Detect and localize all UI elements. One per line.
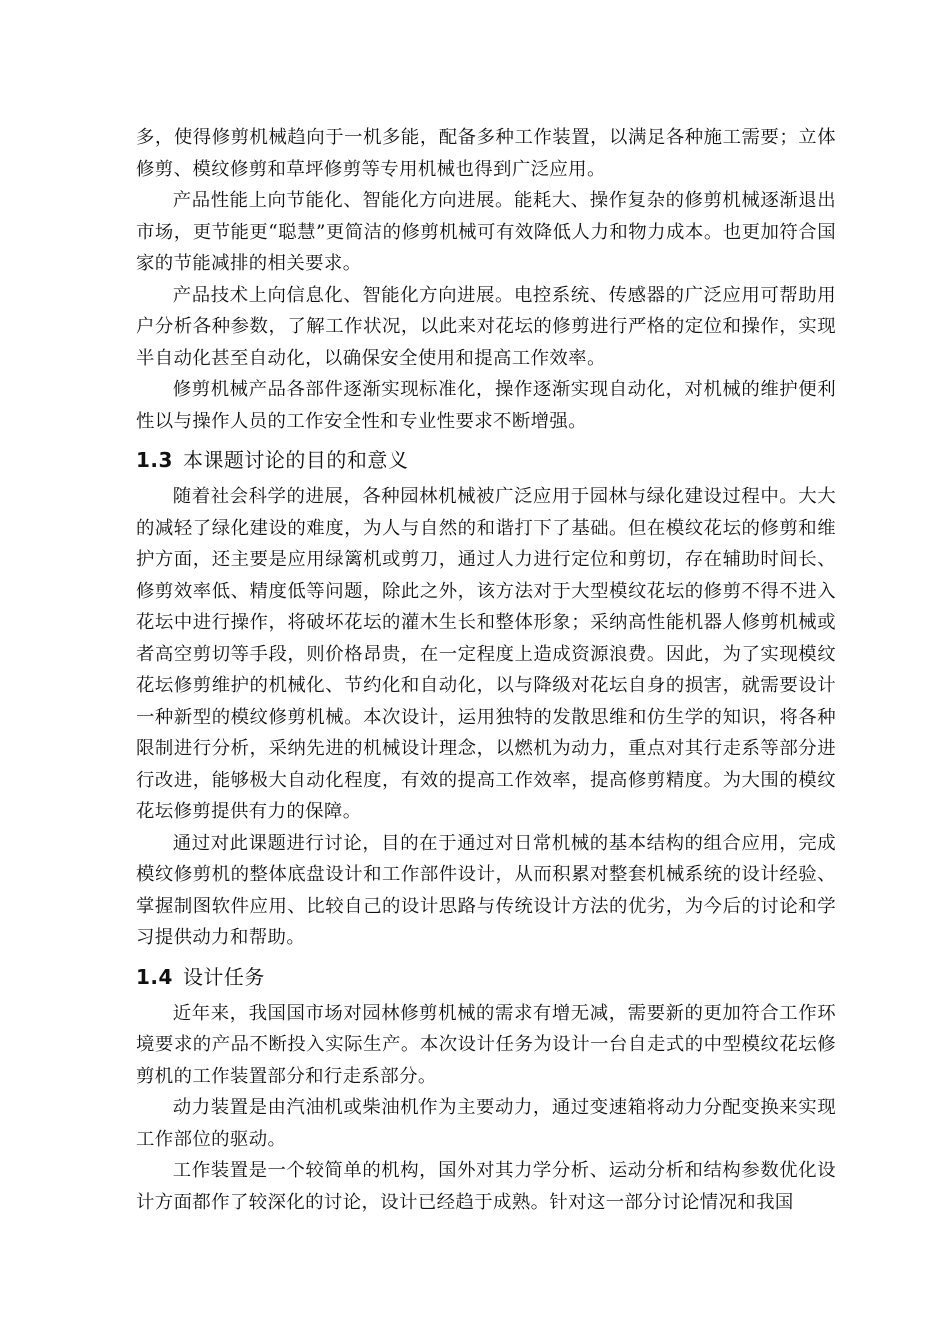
section-heading-1-4 <box>136 958 836 996</box>
paragraph: 近年来，我国国市场对园林修剪机械的需求有增无减，需要新的更加符合工作环境要求的产品不断投入实际生产。本次设计任务为设计一台自走式的中型模纹花坛修剪机的工作装置部分和行走系部分。 <box>136 1002 836 1087</box>
paragraph: 随着社会科学的进展，各种园林机械被广泛应用于园林与绿化建设过程中。大大的减轻了绿化建设的难度，为人与自然的和谐打下了基础。但在模纹花坛的修剪和维护方面，还主要是应用绿篱机或剪刀，通过人力进行定位和剪切，存在辅助时间长、修剪效率低、精度低等问题，除此之外，该方法对于大型模纹花坛的修剪不得不进入花坛中进行操作，将破坏花坛的灌木生长和整体形象；采纳高性能机器人修剪机械或者高空剪切等手段，则价格昂贵，在一定程度上造成资源浪费。因此，为了实现模纹花坛修剪维护的机械化、节约化和自动化，以与降级对花坛自身的损害，就需要设计一种新型的模纹修剪机械。本次设计，运用独特的发散思维和仿生学的知识，将各种限制进行分析，采纳先进的机械设计理念，以燃机为动力，重点对其行走系等部分进行改进，能够极大自动化程度，有效的提高工作效率，提高修剪精度。为大围的模纹花坛修剪提供有力的保障。 <box>136 486 836 822</box>
section-title: 本课题讨论的目的和意义 <box>182 448 409 472</box>
document-page <box>136 122 836 1218</box>
section-number: 1.3 <box>136 448 173 472</box>
paragraph: 动力装置是由汽油机或柴油机作为主要动力，通过变速箱将动力分配变换来实现工作部位的驱动。 <box>136 1097 836 1150</box>
section-number: 1.4 <box>136 964 173 989</box>
paragraph: 产品技术上向信息化、智能化方向进展。电控系统、传感器的广泛应用可帮助用户分析各种参数，了解工作状况，以此来对花坛的修剪进行严格的定位和操作，实现半自动化甚至自动化，以确保安全使用和提高工作效率。 <box>136 284 836 369</box>
paragraph: 修剪机械产品各部件逐渐实现标准化，操作逐渐实现自动化，对机械的维护便利性以与操作人员的工作安全性和专业性要求不断增强。 <box>136 379 836 432</box>
paragraph: 多，使得修剪机械趋向于一机多能，配备多种工作装置，以满足各种施工需要；立体修剪、模纹修剪和草坪修剪等专用机械也得到广泛应用。 <box>136 127 836 180</box>
section-heading-1-3 <box>136 441 836 479</box>
paragraph: 工作装置是一个较简单的机构，国外对其力学分析、运动分析和结构参数优化设计方面都作了较深化的讨论，设计已经趋于成熟。针对这一部分讨论情况和我国 <box>136 1160 836 1213</box>
paragraph: 产品性能上向节能化、智能化方向进展。能耗大、操作复杂的修剪机械逐渐退出市场，更节能更“聪慧”更简洁的修剪机械可有效降低人力和物力成本。也更加符合国家的节能减排的相关要求。 <box>136 190 836 274</box>
paragraph: 通过对此课题进行讨论，目的在于通过对日常机械的基本结构的组合应用，完成模纹修剪机的整体底盘设计和工作部件设计，从而积累对整套机械系统的设计经验、掌握制图软件应用、比较自己的设计思路与传统设计方法的优劣，为今后的讨论和学习提供动力和帮助。 <box>136 832 836 948</box>
section-title: 设计任务 <box>182 964 265 989</box>
